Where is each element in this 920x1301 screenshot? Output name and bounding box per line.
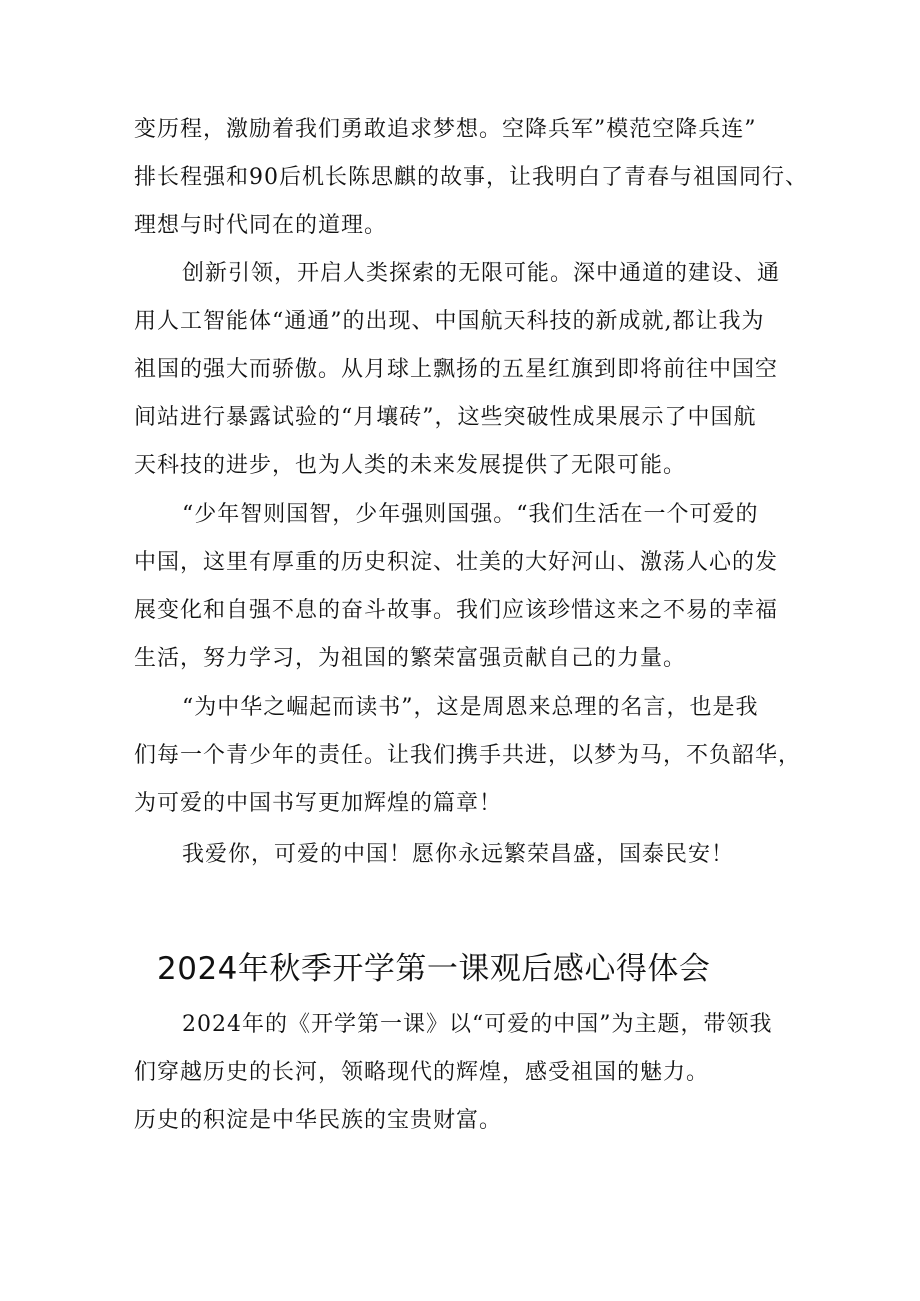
text-line: 祖国的强大而骄傲。从月球上飘扬的五星红旗到即将前往中国空	[134, 357, 779, 382]
text-line: 用人工智能体“通通”的出现、中国航天科技的新成就,都让我为	[134, 309, 765, 334]
text-line: 间站进行暴露试验的“月壤砖”，这些突破性成果展示了中国航	[134, 405, 757, 430]
paragraph-first-line: 2024年的《开学第一课》以“可爱的中国”为主题，带领我	[182, 1012, 773, 1037]
paragraph-first-line: “少年智则国智，少年强则国强。“我们生活在一个可爱的	[182, 502, 759, 527]
text-line: 历史的积淀是中华民族的宝贵财富。	[134, 1108, 503, 1133]
text-line: 天科技的进步，也为人类的未来发展提供了无限可能。	[134, 453, 687, 478]
text-line: 排长程强和90后机长陈思麒的故事，让我明白了青春与祖国同行、	[134, 165, 808, 190]
text-line: 们穿越历史的长河，领略现代的辉煌，感受祖国的魅力。	[134, 1060, 710, 1085]
text-line: 生活，努力学习，为祖国的繁荣富强贡献自己的力量。	[134, 646, 687, 671]
text-line: 展变化和自强不息的奋斗故事。我们应该珍惜这来之不易的幸福	[134, 598, 779, 623]
paragraph-first-line: 创新引领，开启人类探索的无限可能。深中通道的建设、通	[182, 261, 781, 286]
text-line: 中国，这里有厚重的历史积淀、壮美的大好河山、激荡人心的发	[134, 550, 779, 575]
text-line: 为可爱的中国书写更加辉煌的篇章！	[134, 791, 503, 816]
paragraph-first-line: “为中华之崛起而读书”，这是周恩来总理的名言，也是我	[182, 695, 759, 720]
text-line: 理想与时代同在的道理。	[134, 213, 388, 238]
text-line: 们每一个青少年的责任。让我们携手共进，以梦为马，不负韶华，	[134, 743, 802, 768]
closing-line: 我爱你，可爱的中国！愿你永远繁荣昌盛，国泰民安！	[182, 842, 735, 867]
section-heading: 2024年秋季开学第一课观后感心得体会	[157, 951, 711, 987]
text-line: 变历程，激励着我们勇敢追求梦想。空降兵军”模范空降兵连”	[134, 117, 757, 142]
